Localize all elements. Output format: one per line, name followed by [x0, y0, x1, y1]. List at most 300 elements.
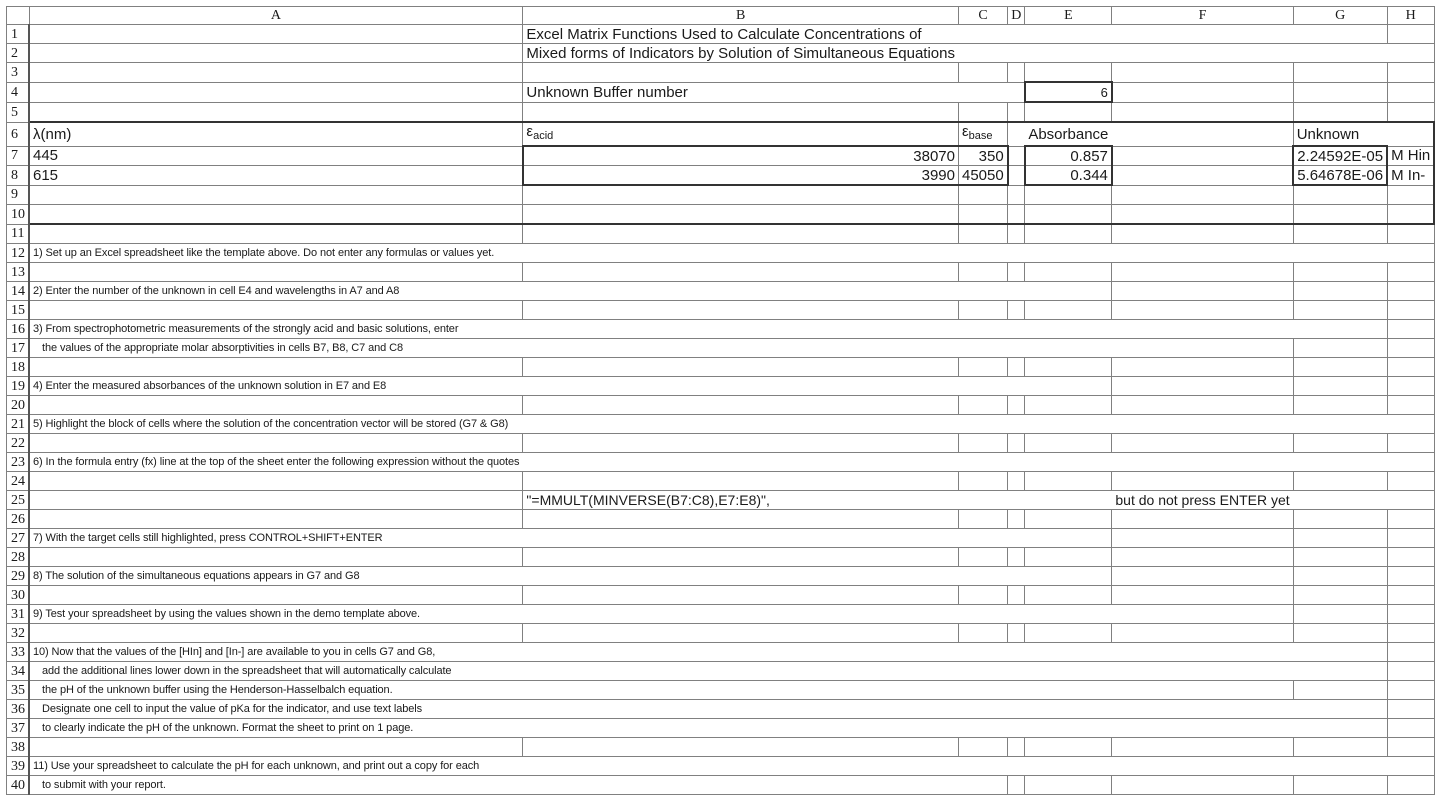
row-header-5[interactable]: 5	[7, 102, 30, 122]
cell-g3[interactable]	[1293, 63, 1387, 83]
cell-c37[interactable]	[958, 719, 1007, 738]
cell-b16[interactable]	[523, 320, 959, 339]
row-header-32[interactable]: 32	[7, 624, 30, 643]
cell-d33[interactable]	[1008, 643, 1025, 662]
cell-a11[interactable]	[29, 224, 523, 244]
cell-b39[interactable]	[523, 757, 959, 776]
cell-d8[interactable]	[1008, 166, 1025, 186]
cell-d12[interactable]	[1008, 244, 1025, 263]
cell-f26[interactable]	[1112, 510, 1293, 529]
cell-c2[interactable]	[958, 44, 1007, 63]
cell-e37[interactable]	[1025, 719, 1112, 738]
lambda-header[interactable]: λ(nm)	[29, 122, 523, 146]
cell-e16[interactable]	[1025, 320, 1112, 339]
cell-h24[interactable]	[1387, 472, 1434, 491]
cell-h1[interactable]	[1387, 25, 1434, 44]
cell-g4[interactable]	[1293, 82, 1387, 102]
row-header-12[interactable]: 12	[7, 244, 30, 263]
cell-c16[interactable]	[958, 320, 1007, 339]
row-header-28[interactable]: 28	[7, 548, 30, 567]
cell-a13[interactable]	[29, 263, 523, 282]
cell-d9[interactable]	[1008, 185, 1025, 205]
cell-e2[interactable]	[1025, 44, 1112, 63]
cell-b26[interactable]	[523, 510, 959, 529]
cell-c34[interactable]	[958, 662, 1007, 681]
cell-b22[interactable]	[523, 434, 959, 453]
cell-h31[interactable]	[1387, 605, 1434, 624]
cell-c21[interactable]	[958, 415, 1007, 434]
cell-h16[interactable]	[1387, 320, 1434, 339]
cell-b28[interactable]	[523, 548, 959, 567]
cell-c32[interactable]	[958, 624, 1007, 643]
cell-d23[interactable]	[1008, 453, 1025, 472]
eps-acid-header[interactable]	[523, 122, 959, 146]
cell-d37[interactable]	[1008, 719, 1025, 738]
cell-d17[interactable]	[1008, 339, 1025, 358]
cell-g15[interactable]	[1293, 301, 1387, 320]
instruction-step-8[interactable]: 8) The solution of the simultaneous equations appears in G7 and G8	[29, 567, 523, 586]
row-header-20[interactable]: 20	[7, 396, 30, 415]
row-header-29[interactable]: 29	[7, 567, 30, 586]
cell-c17[interactable]	[958, 339, 1007, 358]
cell-c10[interactable]	[958, 205, 1007, 225]
cell-e11[interactable]	[1025, 224, 1112, 244]
cell-f3[interactable]	[1112, 63, 1293, 83]
cell-g27[interactable]	[1293, 529, 1387, 548]
row-header-13[interactable]: 13	[7, 263, 30, 282]
wavelength-cell[interactable]: 445	[29, 146, 523, 166]
unit-label[interactable]: M In-	[1387, 166, 1434, 186]
row-header-33[interactable]: 33	[7, 643, 30, 662]
cell-e10[interactable]	[1025, 205, 1112, 225]
cell-f20[interactable]	[1112, 396, 1293, 415]
cell-g26[interactable]	[1293, 510, 1387, 529]
cell-d1[interactable]	[1008, 25, 1025, 44]
cell-d35[interactable]	[1008, 681, 1025, 700]
cell-c27[interactable]	[958, 529, 1007, 548]
cell-b27[interactable]	[523, 529, 959, 548]
cell-b17[interactable]	[523, 339, 959, 358]
cell-f5[interactable]	[1112, 102, 1293, 122]
row-header-3[interactable]: 3	[7, 63, 30, 83]
cell-b21[interactable]	[523, 415, 959, 434]
row-header-38[interactable]: 38	[7, 738, 30, 757]
title-line-1[interactable]: Excel Matrix Functions Used to Calculate Concentrations of	[523, 25, 959, 44]
cell-f30[interactable]	[1112, 586, 1293, 605]
column-header-g[interactable]: G	[1293, 7, 1387, 25]
cell-d21[interactable]	[1008, 415, 1025, 434]
cell-f8[interactable]	[1112, 166, 1293, 186]
eps-base-cell[interactable]: 45050	[958, 166, 1007, 186]
cell-c18[interactable]	[958, 358, 1007, 377]
cell-a25[interactable]	[29, 491, 523, 510]
cell-h35[interactable]	[1387, 681, 1434, 700]
instruction-step-5[interactable]: 5) Highlight the block of cells where the solution of the concentration vector will be stored (G7 & G8)	[29, 415, 523, 434]
cell-g35[interactable]	[1293, 681, 1387, 700]
cell-e12[interactable]	[1025, 244, 1112, 263]
cell-b38[interactable]	[523, 738, 959, 757]
cell-h33[interactable]	[1387, 643, 1434, 662]
cell-b24[interactable]	[523, 472, 959, 491]
column-header-f[interactable]: F	[1112, 7, 1293, 25]
cell-h13[interactable]	[1387, 263, 1434, 282]
cell-h19[interactable]	[1387, 377, 1434, 396]
cell-b23[interactable]	[523, 453, 959, 472]
cell-g18[interactable]	[1293, 358, 1387, 377]
cell-g32[interactable]	[1293, 624, 1387, 643]
column-header-a[interactable]: A	[29, 7, 523, 25]
cell-d18[interactable]	[1008, 358, 1025, 377]
cell-h34[interactable]	[1387, 662, 1434, 681]
cell-d6[interactable]	[1008, 122, 1025, 146]
cell-a15[interactable]	[29, 301, 523, 320]
cell-g29[interactable]	[1293, 567, 1387, 586]
cell-d36[interactable]	[1008, 700, 1025, 719]
cell-e9[interactable]	[1025, 185, 1112, 205]
cell-a5[interactable]	[29, 102, 523, 122]
cell-h6[interactable]	[1387, 122, 1434, 146]
eps-acid-cell[interactable]: 3990	[523, 166, 959, 186]
cell-h3[interactable]	[1387, 63, 1434, 83]
row-header-24[interactable]: 24	[7, 472, 30, 491]
title-line-2[interactable]: Mixed forms of Indicators by Solution of Simultaneous Equations	[523, 44, 959, 63]
instruction-step-7[interactable]: 7) With the target cells still highlighted, press CONTROL+SHIFT+ENTER	[29, 529, 523, 548]
cell-h5[interactable]	[1387, 102, 1434, 122]
cell-b35[interactable]	[523, 681, 959, 700]
cell-g28[interactable]	[1293, 548, 1387, 567]
cell-g2[interactable]	[1293, 44, 1387, 63]
cell-f12[interactable]	[1112, 244, 1293, 263]
cell-e27[interactable]	[1025, 529, 1112, 548]
instruction-step-6[interactable]: 6) In the formula entry (fx) line at the top of the sheet enter the following expression without the quotes	[29, 453, 523, 472]
row-header-16[interactable]: 16	[7, 320, 30, 339]
cell-b34[interactable]	[523, 662, 959, 681]
cell-h10[interactable]	[1387, 205, 1434, 225]
row-header-26[interactable]: 26	[7, 510, 30, 529]
cell-h26[interactable]	[1387, 510, 1434, 529]
row-header-27[interactable]: 27	[7, 529, 30, 548]
cell-f27[interactable]	[1112, 529, 1293, 548]
wavelength-cell[interactable]: 615	[29, 166, 523, 186]
cell-e39[interactable]	[1025, 757, 1112, 776]
cell-f29[interactable]	[1112, 567, 1293, 586]
cell-g20[interactable]	[1293, 396, 1387, 415]
cell-d3[interactable]	[1008, 63, 1025, 83]
cell-f24[interactable]	[1112, 472, 1293, 491]
cell-h23[interactable]	[1387, 453, 1434, 472]
cell-b37[interactable]	[523, 719, 959, 738]
row-header-37[interactable]: 37	[7, 719, 30, 738]
cell-h28[interactable]	[1387, 548, 1434, 567]
cell-d30[interactable]	[1008, 586, 1025, 605]
cell-h25[interactable]	[1387, 491, 1434, 510]
cell-e40[interactable]	[1025, 776, 1112, 795]
cell-c20[interactable]	[958, 396, 1007, 415]
cell-h38[interactable]	[1387, 738, 1434, 757]
cell-c30[interactable]	[958, 586, 1007, 605]
instruction-step-3[interactable]: 3) From spectrophotometric measurements of the strongly acid and basic solutions, enter	[29, 320, 523, 339]
column-header-e[interactable]: E	[1025, 7, 1112, 25]
cell-h15[interactable]	[1387, 301, 1434, 320]
row-header-7[interactable]: 7	[7, 146, 30, 166]
cell-h29[interactable]	[1387, 567, 1434, 586]
cell-g30[interactable]	[1293, 586, 1387, 605]
absorbance-cell[interactable]: 0.857	[1025, 146, 1112, 166]
cell-a28[interactable]	[29, 548, 523, 567]
cell-b18[interactable]	[523, 358, 959, 377]
cell-a2[interactable]	[29, 44, 523, 63]
cell-e30[interactable]	[1025, 586, 1112, 605]
cell-g12[interactable]	[1293, 244, 1387, 263]
cell-b9[interactable]	[523, 185, 959, 205]
cell-f36[interactable]	[1112, 700, 1293, 719]
concentration-cell[interactable]: 2.24592E-05	[1293, 146, 1387, 166]
cell-f6[interactable]	[1112, 122, 1293, 146]
cell-e24[interactable]	[1025, 472, 1112, 491]
cell-c11[interactable]	[958, 224, 1007, 244]
cell-f7[interactable]	[1112, 146, 1293, 166]
row-header-18[interactable]: 18	[7, 358, 30, 377]
instruction-step-10-line-4[interactable]: Designate one cell to input the value of pKa for the indicator, and use text labels	[29, 700, 523, 719]
cell-g23[interactable]	[1293, 453, 1387, 472]
instruction-step-9[interactable]: 9) Test your spreadsheet by using the values shown in the demo template above.	[29, 605, 523, 624]
cell-e13[interactable]	[1025, 263, 1112, 282]
cell-e3[interactable]	[1025, 63, 1112, 83]
unit-label[interactable]: M Hin	[1387, 146, 1434, 166]
cell-c22[interactable]	[958, 434, 1007, 453]
cell-e20[interactable]	[1025, 396, 1112, 415]
cell-g34[interactable]	[1293, 662, 1387, 681]
cell-f34[interactable]	[1112, 662, 1293, 681]
row-header-6[interactable]: 6	[7, 122, 30, 146]
cell-c23[interactable]	[958, 453, 1007, 472]
cell-g5[interactable]	[1293, 102, 1387, 122]
cell-d10[interactable]	[1008, 205, 1025, 225]
row-header-9[interactable]: 9	[7, 185, 30, 205]
row-header-39[interactable]: 39	[7, 757, 30, 776]
cell-d4[interactable]	[1008, 82, 1025, 102]
cell-f21[interactable]	[1112, 415, 1293, 434]
cell-g25[interactable]	[1293, 491, 1387, 510]
formula-note[interactable]: but do not press ENTER yet	[1112, 491, 1293, 510]
cell-e22[interactable]	[1025, 434, 1112, 453]
instruction-step-10-line-5[interactable]: to clearly indicate the pH of the unknown. Format the sheet to print on 1 page.	[29, 719, 523, 738]
cell-h22[interactable]	[1387, 434, 1434, 453]
instruction-step-2[interactable]: 2) Enter the number of the unknown in cell E4 and wavelengths in A7 and A8	[29, 282, 523, 301]
cell-d34[interactable]	[1008, 662, 1025, 681]
cell-c4[interactable]	[958, 82, 1007, 102]
cell-b13[interactable]	[523, 263, 959, 282]
cell-a10[interactable]	[29, 205, 523, 225]
cell-h12[interactable]	[1387, 244, 1434, 263]
instruction-step-4[interactable]: 4) Enter the measured absorbances of the unknown solution in E7 and E8	[29, 377, 523, 396]
cell-c26[interactable]	[958, 510, 1007, 529]
cell-c9[interactable]	[958, 185, 1007, 205]
concentration-cell[interactable]: 5.64678E-06	[1293, 166, 1387, 186]
cell-h9[interactable]	[1387, 185, 1434, 205]
cell-c28[interactable]	[958, 548, 1007, 567]
cell-d15[interactable]	[1008, 301, 1025, 320]
cell-g1[interactable]	[1293, 25, 1387, 44]
cell-f15[interactable]	[1112, 301, 1293, 320]
cell-f2[interactable]	[1112, 44, 1293, 63]
cell-b10[interactable]	[523, 205, 959, 225]
row-header-21[interactable]: 21	[7, 415, 30, 434]
cell-a24[interactable]	[29, 472, 523, 491]
row-header-34[interactable]: 34	[7, 662, 30, 681]
cell-b12[interactable]	[523, 244, 959, 263]
cell-b15[interactable]	[523, 301, 959, 320]
cell-b30[interactable]	[523, 586, 959, 605]
cell-d19[interactable]	[1008, 377, 1025, 396]
cell-f28[interactable]	[1112, 548, 1293, 567]
row-header-35[interactable]: 35	[7, 681, 30, 700]
cell-d25[interactable]	[1008, 491, 1025, 510]
cell-d11[interactable]	[1008, 224, 1025, 244]
cell-e34[interactable]	[1025, 662, 1112, 681]
row-header-2[interactable]: 2	[7, 44, 30, 63]
cell-d29[interactable]	[1008, 567, 1025, 586]
cell-e32[interactable]	[1025, 624, 1112, 643]
cell-d20[interactable]	[1008, 396, 1025, 415]
cell-f35[interactable]	[1112, 681, 1293, 700]
cell-c31[interactable]	[958, 605, 1007, 624]
cell-f16[interactable]	[1112, 320, 1293, 339]
instruction-step-1[interactable]: 1) Set up an Excel spreadsheet like the template above. Do not enter any formulas or values yet.	[29, 244, 523, 263]
cell-g21[interactable]	[1293, 415, 1387, 434]
cell-g19[interactable]	[1293, 377, 1387, 396]
cell-c14[interactable]	[958, 282, 1007, 301]
cell-b33[interactable]	[523, 643, 959, 662]
cell-e5[interactable]	[1025, 102, 1112, 122]
cell-h11[interactable]	[1387, 224, 1434, 244]
cell-b19[interactable]	[523, 377, 959, 396]
cell-c5[interactable]	[958, 102, 1007, 122]
cell-d31[interactable]	[1008, 605, 1025, 624]
cell-d14[interactable]	[1008, 282, 1025, 301]
cell-c1[interactable]	[958, 25, 1007, 44]
cell-g16[interactable]	[1293, 320, 1387, 339]
cell-g31[interactable]	[1293, 605, 1387, 624]
row-header-23[interactable]: 23	[7, 453, 30, 472]
cell-a3[interactable]	[29, 63, 523, 83]
row-header-11[interactable]: 11	[7, 224, 30, 244]
cell-e1[interactable]	[1025, 25, 1112, 44]
cell-g17[interactable]	[1293, 339, 1387, 358]
cell-c24[interactable]	[958, 472, 1007, 491]
cell-e38[interactable]	[1025, 738, 1112, 757]
cell-e17[interactable]	[1025, 339, 1112, 358]
row-header-8[interactable]: 8	[7, 166, 30, 186]
cell-a30[interactable]	[29, 586, 523, 605]
cell-f10[interactable]	[1112, 205, 1293, 225]
cell-e29[interactable]	[1025, 567, 1112, 586]
row-header-25[interactable]: 25	[7, 491, 30, 510]
cell-e19[interactable]	[1025, 377, 1112, 396]
row-header-22[interactable]: 22	[7, 434, 30, 453]
cell-h17[interactable]	[1387, 339, 1434, 358]
cell-g37[interactable]	[1293, 719, 1387, 738]
cell-c25[interactable]	[958, 491, 1007, 510]
cell-d5[interactable]	[1008, 102, 1025, 122]
cell-a20[interactable]	[29, 396, 523, 415]
cell-g13[interactable]	[1293, 263, 1387, 282]
cell-g14[interactable]	[1293, 282, 1387, 301]
corner-cell[interactable]	[7, 7, 30, 25]
cell-g33[interactable]	[1293, 643, 1387, 662]
row-header-1[interactable]: 1	[7, 25, 30, 44]
cell-c35[interactable]	[958, 681, 1007, 700]
cell-g39[interactable]	[1293, 757, 1387, 776]
cell-f37[interactable]	[1112, 719, 1293, 738]
cell-f39[interactable]	[1112, 757, 1293, 776]
unknown-header[interactable]: Unknown	[1293, 122, 1387, 146]
eps-base-cell[interactable]: 350	[958, 146, 1007, 166]
cell-b11[interactable]	[523, 224, 959, 244]
cell-g40[interactable]	[1293, 776, 1387, 795]
cell-d16[interactable]	[1008, 320, 1025, 339]
cell-f17[interactable]	[1112, 339, 1293, 358]
cell-d22[interactable]	[1008, 434, 1025, 453]
cell-e14[interactable]	[1025, 282, 1112, 301]
cell-f14[interactable]	[1112, 282, 1293, 301]
cell-c3[interactable]	[958, 63, 1007, 83]
instruction-step-10-line-2[interactable]: add the additional lines lower down in the spreadsheet that will automatically calculate	[29, 662, 523, 681]
instruction-step-11-cont[interactable]: to submit with your report.	[29, 776, 523, 795]
column-header-h[interactable]: H	[1387, 7, 1434, 25]
cell-e21[interactable]	[1025, 415, 1112, 434]
cell-d13[interactable]	[1008, 263, 1025, 282]
cell-g22[interactable]	[1293, 434, 1387, 453]
cell-f31[interactable]	[1112, 605, 1293, 624]
cell-a26[interactable]	[29, 510, 523, 529]
cell-e18[interactable]	[1025, 358, 1112, 377]
row-header-30[interactable]: 30	[7, 586, 30, 605]
row-header-17[interactable]: 17	[7, 339, 30, 358]
cell-h36[interactable]	[1387, 700, 1434, 719]
cell-d2[interactable]	[1008, 44, 1025, 63]
cell-f40[interactable]	[1112, 776, 1293, 795]
cell-e15[interactable]	[1025, 301, 1112, 320]
cell-b3[interactable]	[523, 63, 959, 83]
absorbance-header[interactable]: Absorbance	[1025, 122, 1112, 146]
cell-f22[interactable]	[1112, 434, 1293, 453]
cell-f32[interactable]	[1112, 624, 1293, 643]
cell-f4[interactable]	[1112, 82, 1293, 102]
cell-h20[interactable]	[1387, 396, 1434, 415]
cell-e26[interactable]	[1025, 510, 1112, 529]
cell-d28[interactable]	[1008, 548, 1025, 567]
cell-g36[interactable]	[1293, 700, 1387, 719]
cell-d24[interactable]	[1008, 472, 1025, 491]
formula-text[interactable]: "=MMULT(MINVERSE(B7:C8),E7:E8)",	[523, 491, 959, 510]
unknown-buffer-value[interactable]: 6	[1025, 82, 1112, 102]
row-header-31[interactable]: 31	[7, 605, 30, 624]
cell-a22[interactable]	[29, 434, 523, 453]
cell-a18[interactable]	[29, 358, 523, 377]
cell-h30[interactable]	[1387, 586, 1434, 605]
cell-a32[interactable]	[29, 624, 523, 643]
cell-c33[interactable]	[958, 643, 1007, 662]
cell-b32[interactable]	[523, 624, 959, 643]
cell-c36[interactable]	[958, 700, 1007, 719]
cell-h37[interactable]	[1387, 719, 1434, 738]
cell-c12[interactable]	[958, 244, 1007, 263]
cell-g11[interactable]	[1293, 224, 1387, 244]
cell-e35[interactable]	[1025, 681, 1112, 700]
instruction-step-10-line-3[interactable]: the pH of the unknown buffer using the Henderson-Hasselbalch equation.	[29, 681, 523, 700]
instruction-step-10[interactable]: 10) Now that the values of the [HIn] and [In-] are available to you in cells G7 and G8,	[29, 643, 523, 662]
